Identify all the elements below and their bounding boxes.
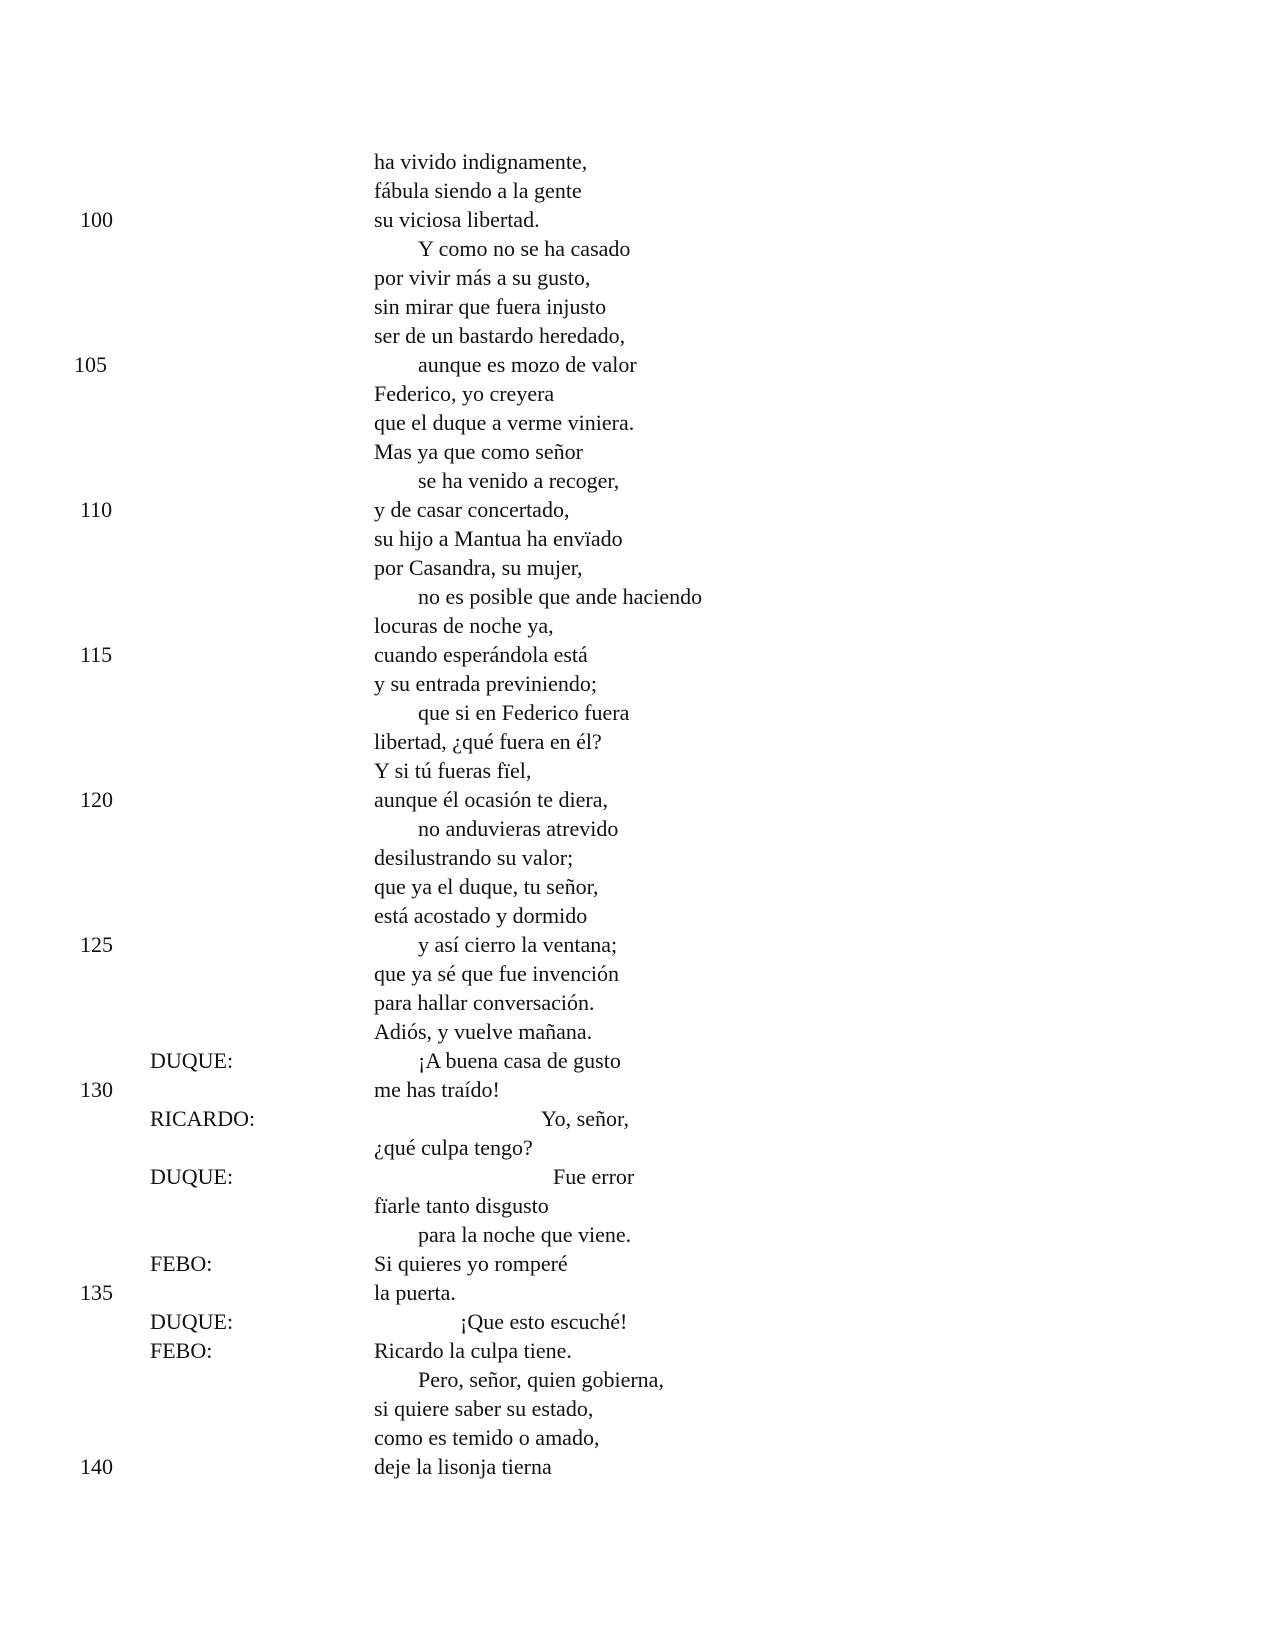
verse-text: que si en Federico fuera — [418, 700, 630, 725]
verse-line — [0, 988, 1275, 1017]
verse-line — [0, 495, 1275, 524]
line-number: 135 — [80, 1280, 113, 1305]
verse-text: Adiós, y vuelve mañana. — [374, 1019, 593, 1044]
verse-line — [0, 234, 1275, 263]
verse-text: libertad, ¿qué fuera en él? — [374, 729, 602, 754]
verse-text: Fue error — [553, 1164, 635, 1189]
verse-text: su viciosa libertad. — [374, 207, 540, 232]
verse-text: que el duque a verme viniera. — [374, 410, 635, 435]
verse-text: sin mirar que fuera injusto — [374, 294, 607, 319]
verse-text: ¡Que esto escuché! — [460, 1309, 628, 1334]
verse-text: Federico, yo creyera — [374, 381, 555, 406]
speaker-label: DUQUE: — [150, 1309, 234, 1334]
verse-text: Ricardo la culpa tiene. — [374, 1338, 572, 1363]
verse-line — [0, 408, 1275, 437]
verse-line — [0, 437, 1275, 466]
speaker-label: RICARDO: — [150, 1106, 256, 1131]
verse-line — [0, 814, 1275, 843]
verse-line — [0, 611, 1275, 640]
verse-text: Yo, señor, — [541, 1106, 629, 1131]
verse-text: Si quieres yo romperé — [374, 1251, 568, 1276]
verse-line — [0, 147, 1275, 176]
verse-line — [0, 785, 1275, 814]
verse-text: para la noche que viene. — [418, 1222, 632, 1247]
verse-line — [0, 1336, 1275, 1365]
verse-text: locuras de noche ya, — [374, 613, 554, 638]
verse-line — [0, 1104, 1275, 1133]
verse-line — [0, 1365, 1275, 1394]
play-text-page — [0, 147, 1275, 1481]
verse-line — [0, 640, 1275, 669]
verse-text: y de casar concertado, — [374, 497, 570, 522]
verse-text: y su entrada previniendo; — [374, 671, 597, 696]
line-number: 105 — [74, 352, 107, 377]
verse-line — [0, 350, 1275, 379]
verse-line — [0, 901, 1275, 930]
verse-line — [0, 1394, 1275, 1423]
verse-line — [0, 553, 1275, 582]
speaker-label: FEBO: — [150, 1338, 213, 1363]
verse-text: ser de un bastardo heredado, — [374, 323, 626, 348]
verse-line — [0, 1075, 1275, 1104]
verse-line — [0, 756, 1275, 785]
verse-text: si quiere saber su estado, — [374, 1396, 594, 1421]
speaker-label: DUQUE: — [150, 1048, 234, 1073]
verse-text: la puerta. — [374, 1280, 456, 1305]
speaker-label: FEBO: — [150, 1251, 213, 1276]
verse-line — [0, 959, 1275, 988]
verse-text: que ya el duque, tu señor, — [374, 874, 599, 899]
verse-line — [0, 1017, 1275, 1046]
verse-text: fïarle tanto disgusto — [374, 1193, 549, 1218]
verse-line — [0, 1452, 1275, 1481]
verse-text: y así cierro la ventana; — [418, 932, 618, 957]
verse-line — [0, 379, 1275, 408]
verse-line — [0, 524, 1275, 553]
verse-line — [0, 582, 1275, 611]
verse-line — [0, 1423, 1275, 1452]
verse-line — [0, 727, 1275, 756]
verse-text: se ha venido a recoger, — [418, 468, 620, 493]
verse-line — [0, 872, 1275, 901]
verse-text: ha vivido indignamente, — [374, 149, 588, 174]
verse-text: Y como no se ha casado — [418, 236, 631, 261]
verse-line — [0, 1046, 1275, 1075]
verse-line — [0, 466, 1275, 495]
verse-line — [0, 1191, 1275, 1220]
verse-line — [0, 669, 1275, 698]
verse-line — [0, 843, 1275, 872]
line-number: 120 — [80, 787, 113, 812]
verse-text: ¿qué culpa tengo? — [374, 1135, 533, 1160]
verse-line — [0, 1307, 1275, 1336]
verse-line — [0, 930, 1275, 959]
verse-text: Pero, señor, quien gobierna, — [418, 1367, 664, 1392]
verse-text: que ya sé que fue invención — [374, 961, 619, 986]
verse-text: desilustrando su valor; — [374, 845, 574, 870]
verse-line — [0, 176, 1275, 205]
verse-line — [0, 263, 1275, 292]
verse-text: ¡A buena casa de gusto — [418, 1048, 621, 1073]
verse-text: su hijo a Mantua ha envïado — [374, 526, 623, 551]
verse-line — [0, 698, 1275, 727]
verse-text: por vivir más a su gusto, — [374, 265, 591, 290]
verse-text: cuando esperándola está — [374, 642, 588, 667]
verse-text: aunque es mozo de valor — [418, 352, 637, 377]
line-number: 115 — [80, 642, 113, 667]
line-number: 130 — [80, 1077, 113, 1102]
verse-text: está acostado y dormido — [374, 903, 588, 928]
verse-text: para hallar conversación. — [374, 990, 595, 1015]
verse-text: no es posible que ande haciendo — [418, 584, 703, 609]
verse-line — [0, 205, 1275, 234]
line-number: 140 — [80, 1454, 113, 1479]
verse-line — [0, 1133, 1275, 1162]
line-number: 125 — [80, 932, 113, 957]
line-number: 100 — [80, 207, 113, 232]
verse-line — [0, 1278, 1275, 1307]
verse-line — [0, 1220, 1275, 1249]
verse-line — [0, 292, 1275, 321]
verse-text: deje la lisonja tierna — [374, 1454, 552, 1479]
verse-line — [0, 1249, 1275, 1278]
verse-text: fábula siendo a la gente — [374, 178, 582, 203]
verse-text: por Casandra, su mujer, — [374, 555, 583, 580]
verse-line — [0, 321, 1275, 350]
speaker-label: DUQUE: — [150, 1164, 234, 1189]
verse-text: Mas ya que como señor — [374, 439, 583, 464]
verse-text: me has traído! — [374, 1077, 500, 1102]
verse-text: aunque él ocasión te diera, — [374, 787, 608, 812]
verse-line — [0, 1162, 1275, 1191]
verse-text: no anduvieras atrevido — [418, 816, 619, 841]
verse-text: Y si tú fueras fïel, — [374, 758, 532, 783]
line-number: 110 — [80, 497, 113, 522]
verse-text: como es temido o amado, — [374, 1425, 600, 1450]
